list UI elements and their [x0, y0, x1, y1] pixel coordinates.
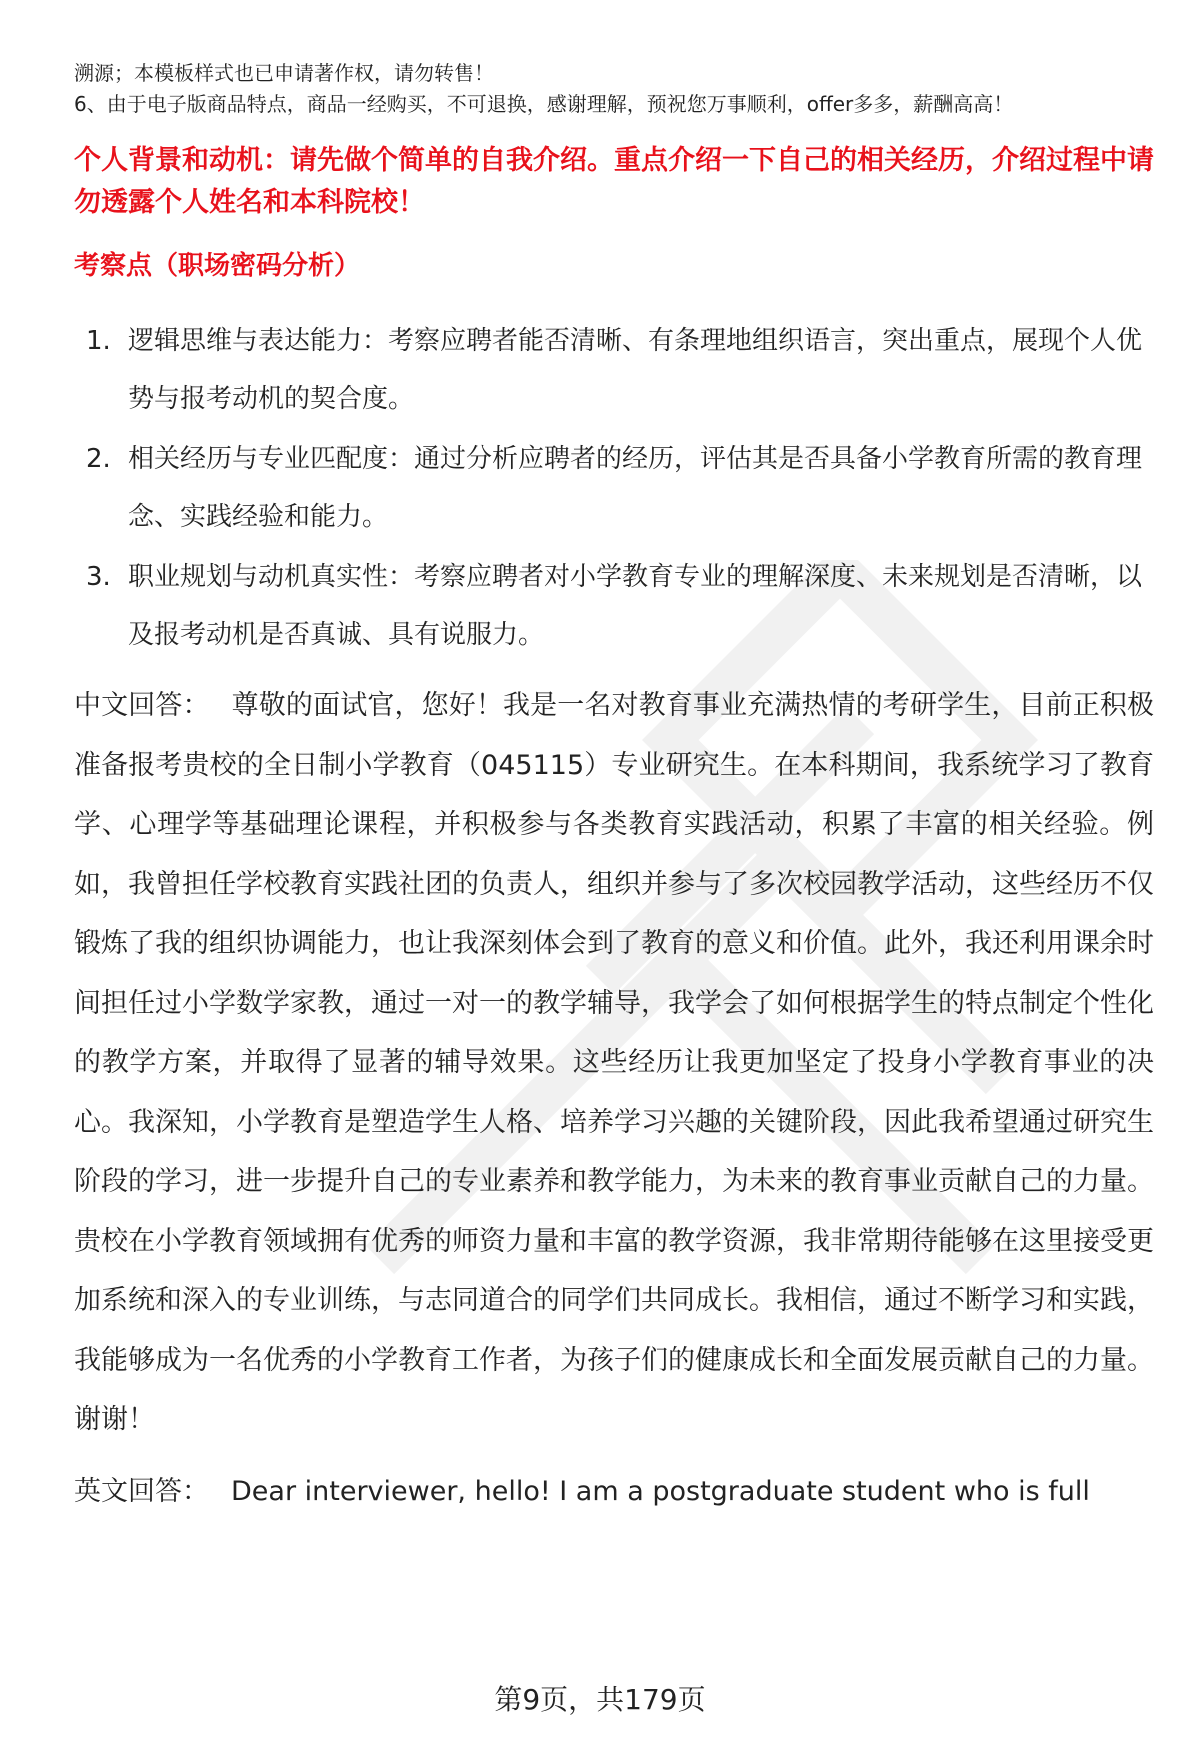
list-item-text: 职业规划与动机真实性：考察应聘者对小学教育专业的理解深度、未来规划是否清晰，以及报考动机是否真诚、具有说服力。	[128, 562, 1143, 650]
chinese-answer-text: 尊敬的面试官，您好！我是一名对教育事业充满热情的考研学生，目前正积极准备报考贵校的全日制小学教育（045115）专业研究生。在本科期间，我系统学习了教育学、心理学等基础理论课程，并积极参与各类教育实践活动，积累了丰富的相关经验。例如，我曾担任学校教育实践社团的负责人，组织并参与了多次校园教学活动，这些经历不仅锻炼了我的组织协调能力，也让我深刻体会到了教育的意义和价值。此外，我还利用课余时间担任过小学数学家教，通过一对一的教学辅导，我学会了如何根据学生的特点制定个性化的教学方案，并取得了显著的辅导效果。这些经历让我更加坚定了投身小学教育事业的决心。我深知，小学教育是塑造学生人格、培养学习兴趣的关键阶段，因此我希望通过研究生阶段的学习，进一步提升自己的专业素养和教学能力，为未来的教育事业贡献自己的力量。贵校在小学教育领域拥有优秀的师资力量和丰富的教学资源，我非常期待能够在这里接受更加系统和深入的专业训练，与志同道合的同学们共同成长。我相信，通过不断学习和实践，我能够成为一名优秀的小学教育工作者，为孩子们的健康成长和全面发展贡献自己的力量。谢谢！	[74, 690, 1155, 1435]
list-item	[74, 312, 1154, 428]
list-item-number: 2.	[86, 444, 111, 474]
list-item	[74, 548, 1154, 664]
list-item-text: 相关经历与专业匹配度：通过分析应聘者的经历，评估其是否具备小学教育所需的教育理念、实践经验和能力。	[128, 444, 1143, 532]
list-item-number: 3.	[86, 562, 111, 592]
note-line-1: 溯源；本模板样式也已申请著作权，请勿转售！	[74, 61, 494, 85]
note-line-2: 6、由于电子版商品特点，商品一经购买，不可退换，感谢理解，预祝您万事顺利，offer多多，薪酬高高！	[74, 92, 1014, 116]
english-answer	[74, 1462, 1154, 1521]
question-heading: 个人背景和动机：请先做个简单的自我介绍。重点介绍一下自己的相关经历，介绍过程中请勿透露个人姓名和本科院校！	[74, 145, 1154, 218]
chinese-answer	[74, 676, 1154, 1450]
list-item-text: 逻辑思维与表达能力：考察应聘者能否清晰、有条理地组织语言，突出重点，展现个人优势与报考动机的契合度。	[128, 326, 1143, 414]
list-item-number: 1.	[86, 326, 111, 356]
english-answer-text: Dear interviewer, hello! I am a postgraduate student who is full	[231, 1475, 1090, 1507]
section-title: 考察点（职场密码分析）	[74, 251, 361, 281]
english-answer-label: 英文回答：	[74, 1475, 209, 1507]
page-number-footer: 第9页，共179页	[494, 1683, 706, 1716]
page-content	[74, 58, 1154, 1521]
chinese-answer-label: 中文回答：	[74, 690, 210, 721]
assessment-points-list	[74, 312, 1154, 664]
list-item	[74, 430, 1154, 546]
